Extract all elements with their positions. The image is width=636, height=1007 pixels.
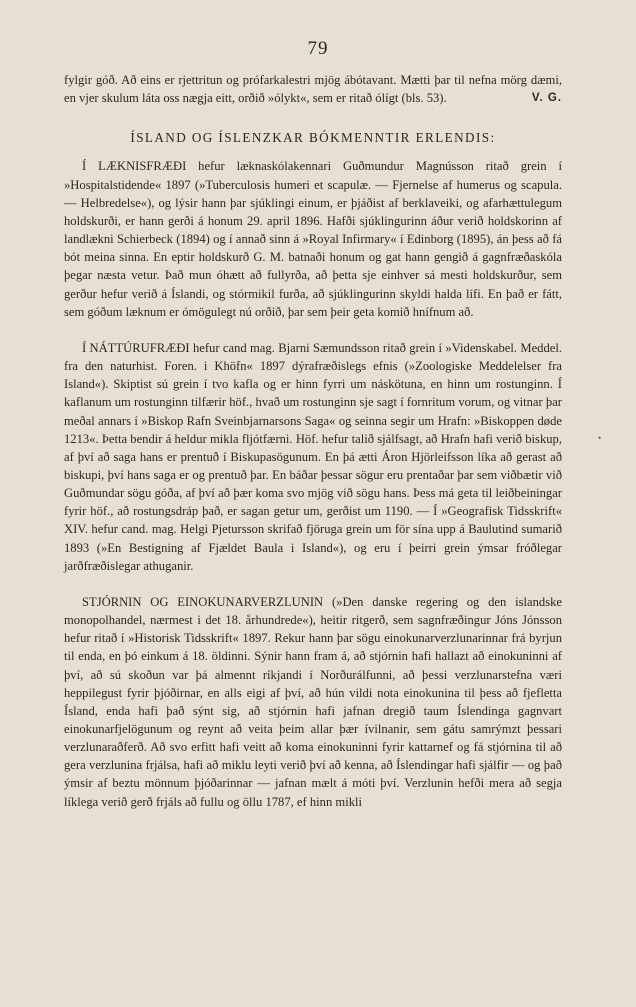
page-number: 79: [307, 38, 329, 59]
signature: V. G.: [531, 92, 562, 105]
section-heading: ÍSLAND OG ÍSLENZKAR BÓKMENNTIR ERLENDIS:: [130, 130, 496, 146]
paragraph-trade-monopoly: STJÓRNIN OG EINOKUNARVERZLUNIN (»Den danske regering og den islandske monopolhandel, nærmest i det 18. århundrede«), heitir ritgerð, sem sagnfræðingur Jóns Jónsson hefur ritað í »Historisk Tidsskrift« 1897. Rekur hann þar sögu einokunarverzlunarinnar frá byrjun til enda, en þó einkum á 18. öldinni. Sýnir hann fram á, að stjórnin hafi hallazt að einokuninni af því, að sú skoðun var þá almennt ríkjandi í Norðurálfunni, að þessi verzlunarstefna væri heppilegust fyrir þjóðirnar, en alls eigi af því, að hún vildi nota einokunina til þess að fjeflettа Ísland, enda hafi það sýnt sig, að stjórnin hafi jafnan dregið taum Íslendinga gagnvart einokunarfjelögunum og reynt að veita þeim allar þær ívilnanir, sem gátu samrýmzt þessari verzlunaraðferð. Að svo erfitt hafi veitt að koma einokuninni fyrir kattarnef og fá stjórnina til að gera verzlunina frjálsa, hafi að miklu leyti verið því að kenna, að Íslendingar hafi sjálfir — og það ýmsir af beztu mönnum þjóðarinnar — jafnan mælt á móti því. Verzlunin hefði mera að segja líklega verið gerð frjáls að fullu og öllu 1787, ef hinn mikli: [64, 594, 562, 809]
margin-mark: •: [598, 433, 602, 443]
paragraph-continuation: [64, 71, 562, 107]
body-text: [64, 71, 562, 811]
paragraph-text: fylgir góð. Að eins er rjettritun og prófarkalestri mjög ábótavant. Mætti þar til nefna mörg dæmi, en vjer skulum láta oss nægja eitt, orðið »ólykt«, sem er ritað ólígt (bls. 53).: [64, 73, 562, 106]
paragraph-natural-science: Í NÁTTÚRUFRÆÐI hefur cand mag. Bjarni Sæmundsson ritað grein í »Videnskabel. Meddel. fra den naturhist. Foren. i Khöfn« 1897 dýrafræðislegs efnis (»Zoologiske Meddelelser fra Island«). Skiptist sú grein í tvo kafla og er hinn fyrri um náskötuna, en hinn um rostunginn. Í kaflanum um rostunginn tilfærir höf., hvað um rostunginn sje sagt í fornritum vorum, og vitnar þar meðal annars í »Biskop Rafn Sveinbjarnarsons Saga« og seinna segir um Hrafn: »Biskoppen døde 1213«. Þetta bendir á heldur mikla fljótfærni. Höf. hefur talið sjálfsagt, að Hrafn hafi verið biskup, af því að saga hans er prentuð í Biskupasögunum. En þá ætti Áron Hjörleifsson líka að gerast að biskupi, því hans saga er og prentuð þar. En báðar þessar sögur eru prentaðar þar sem viðbætir við Guðmundar sögu góða, af því að þær koma svo mjög við sögu hans. Þess má geta til leiðbeiningar fyrir höf., að rostungsdráp það, er sagan getur um, gerðist um 1190. — Í »Geografisk Tidsskrift« XIV. hefur cand. mag. Helgi Pjetursson skrifað fjöruga grein um för sína upp á Baulutind sumarið 1893 (»En Bestigning af Fjældet Baula i Island«), og eru í þeirri grein ýmsar fróðlegar jarðfræðislegar athuganir.: [64, 340, 562, 573]
paragraph-medicine: Í LÆKNISFRÆÐI hefur læknaskólakennari Guðmundur Magnússon ritað grein í »Hospitalstidende« 1897 (»Tuberculosis humeri et scapulæ. — Fjernelse af humerus og scapula. — Helbredelse«), og lýsir hann þar sjúklingi einum, er þjáðist af berklaveiki, og afarhættulegum holdskurði, er hann gerði á honum 29. april 1896. Hafði sjúklingurinn áður verið holdskorinn af landlækni Schierbeck (1894) og í annað sinn á »Royal Infirmary« í Edinborg (1895), án þess að fá bót meina sinna. En eptir holdskurð G. M. batnaði honum og gat hann gengið á gagnfræðaskóla þegar næsta vetur. Það mun óhætt að fullyrða, að þetta sje einhver sá mesti holdskurður, sem gerður hefur verið á Íslandi, og stórmikil furða, að sjúklingurinn skyldi halda lífi. En það er fátt, sem góðum læknum er ómögulegt nú orðið, þar sem þeir geta komið hnífnum að.: [64, 159, 562, 319]
